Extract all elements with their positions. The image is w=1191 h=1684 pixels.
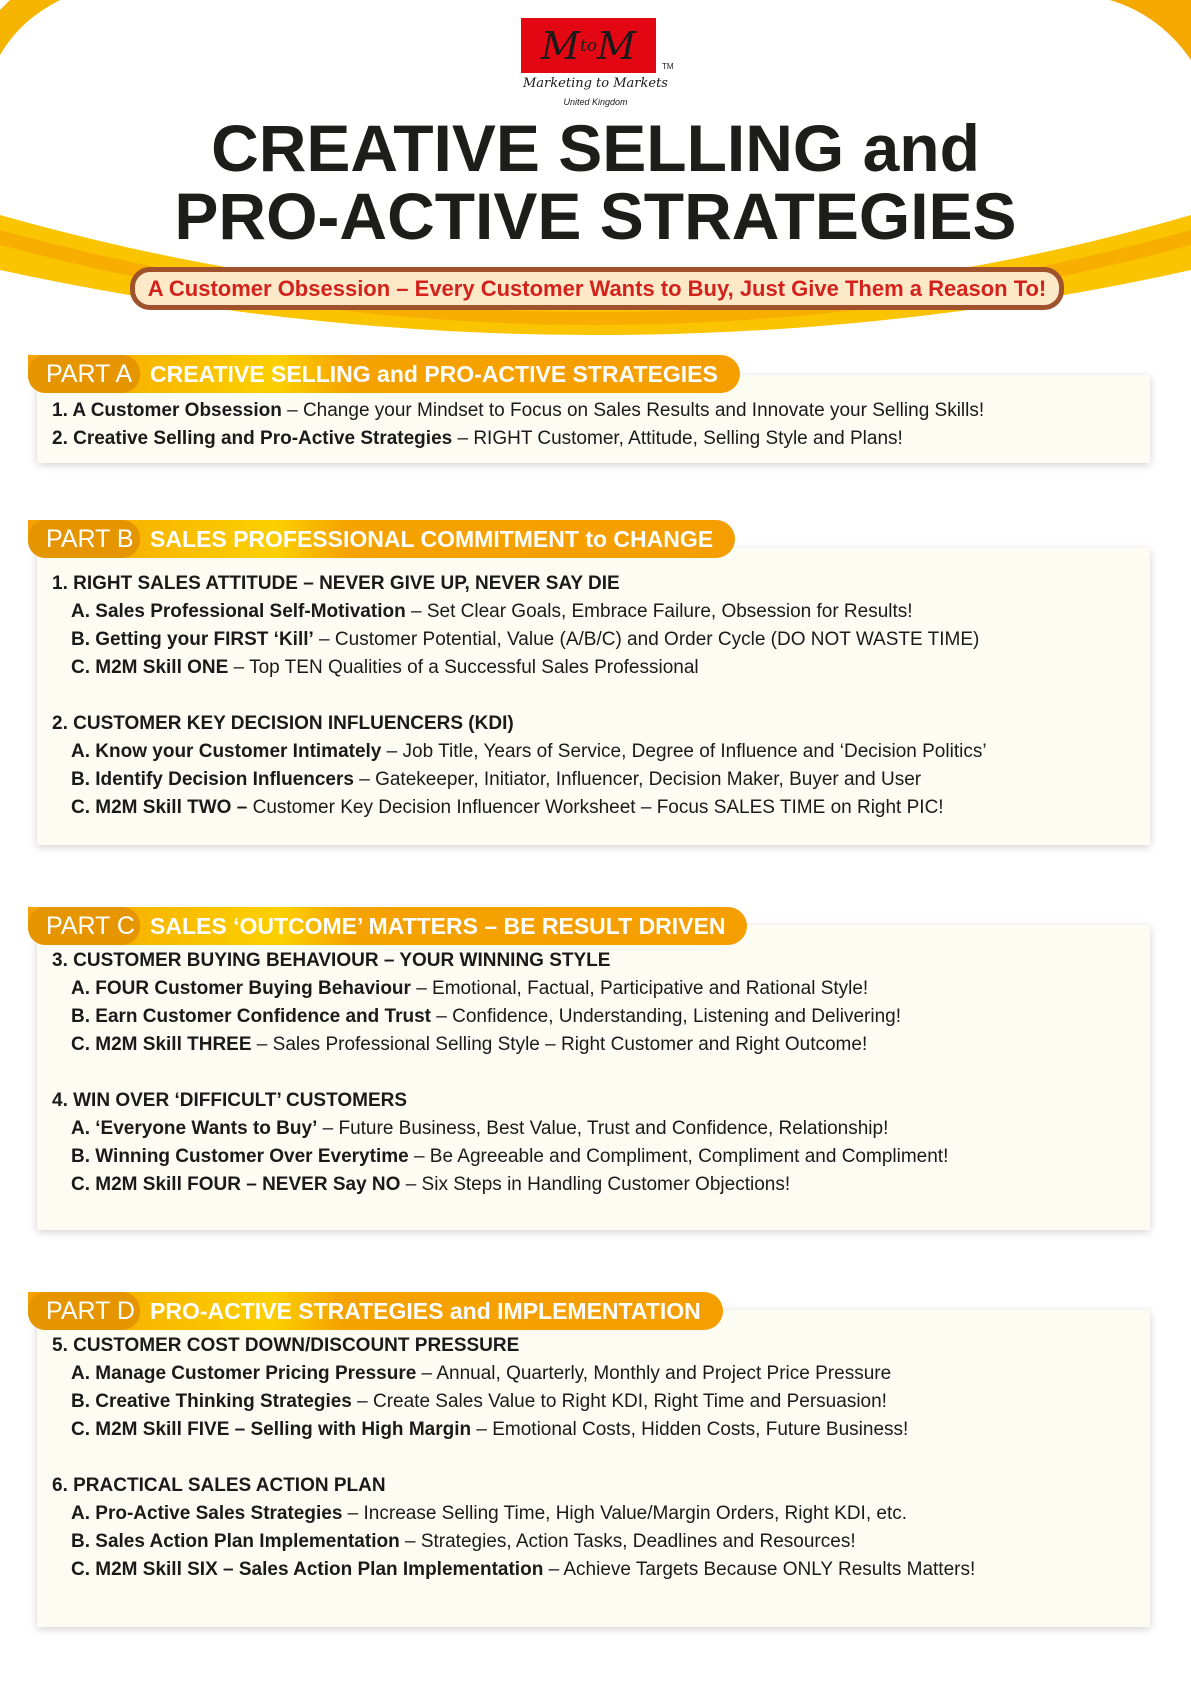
part-header <box>28 907 747 945</box>
swoosh-top-left <box>0 0 60 55</box>
item-title: C. M2M Skill TWO – <box>71 797 248 818</box>
item-title: B. Earn Customer Confidence and Trust <box>71 1006 431 1027</box>
item-description: – Set Clear Goals, Embrace Failure, Obsession for Results! <box>405 601 913 622</box>
list-item <box>52 1115 1135 1143</box>
trademark: TM <box>662 62 674 71</box>
part-title: PRO-ACTIVE STRATEGIES and IMPLEMENTATION <box>150 1297 701 1324</box>
item-title: B. Winning Customer Over Everytime <box>71 1146 409 1167</box>
title-line-1: CREATIVE SELLING and <box>211 111 980 185</box>
list-item <box>52 766 1135 794</box>
item-description: – Change your Mindset to Focus on Sales Results and Innovate your Selling Skills! <box>281 400 985 421</box>
list-item <box>52 1556 1135 1584</box>
tagline: A Customer Obsession – Every Customer Wants to Buy, Just Give Them a Reason To! <box>130 267 1064 310</box>
item-title: B. Creative Thinking Strategies <box>71 1391 352 1412</box>
item-title: C. M2M Skill SIX – Sales Action Plan Implementation <box>71 1559 544 1580</box>
item-title: B. Sales Action Plan Implementation <box>71 1531 400 1552</box>
item-title: C. M2M Skill FIVE – Selling with High Margin <box>71 1419 472 1440</box>
part-header <box>28 1292 723 1330</box>
list-item <box>52 1528 1135 1556</box>
part-title: SALES ‘OUTCOME’ MATTERS – BE RESULT DRIVEN <box>150 912 726 939</box>
item-title: A. Sales Professional Self-Motivation <box>71 601 406 622</box>
list-item <box>52 1003 1135 1031</box>
part-card <box>37 548 1150 845</box>
list-item <box>52 425 1135 453</box>
section-heading: 6. PRACTICAL SALES ACTION PLAN <box>52 1475 386 1496</box>
title-line-2: PRO-ACTIVE STRATEGIES <box>174 179 1017 253</box>
swoosh-top-right <box>1110 0 1191 60</box>
part-label: PART B <box>28 520 140 558</box>
spacer <box>52 1444 1135 1472</box>
item-description: – Strategies, Action Tasks, Deadlines and Resources! <box>399 1531 856 1552</box>
list-item <box>52 1388 1135 1416</box>
item-title: A. Pro-Active Sales Strategies <box>71 1503 343 1524</box>
list-item <box>52 1500 1135 1528</box>
part-card <box>37 1310 1150 1627</box>
item-title: A. Manage Customer Pricing Pressure <box>71 1363 417 1384</box>
list-item <box>52 598 1135 626</box>
part-header <box>28 355 740 393</box>
item-description: – Increase Selling Time, High Value/Margin Orders, Right KDI, etc. <box>342 1503 908 1524</box>
item-description: Customer Key Decision Influencer Worksheet – Focus SALES TIME on Right PIC! <box>247 797 944 818</box>
item-description: – Customer Potential, Value (A/B/C) and Order Cycle (DO NOT WASTE TIME) <box>313 629 980 650</box>
spacer <box>52 682 1135 710</box>
item-title: B. Identify Decision Influencers <box>71 769 354 790</box>
spacer <box>52 1059 1135 1087</box>
item-description: – Emotional Costs, Hidden Costs, Future Business! <box>471 1419 909 1440</box>
part-title: CREATIVE SELLING and PRO-ACTIVE STRATEGIES <box>150 360 718 387</box>
item-title: 1. A Customer Obsession <box>52 400 282 421</box>
list-item <box>52 1031 1135 1059</box>
part-label: PART A <box>28 355 140 393</box>
item-title: 2. Creative Selling and Pro-Active Strategies <box>52 428 453 449</box>
section-heading: 5. CUSTOMER COST DOWN/DISCOUNT PRESSURE <box>52 1335 520 1356</box>
list-item <box>52 738 1135 766</box>
list-item <box>52 654 1135 682</box>
list-item <box>52 1143 1135 1171</box>
item-description: – Confidence, Understanding, Listening and Delivering! <box>431 1006 902 1027</box>
item-description: – Top TEN Qualities of a Successful Sales Professional <box>228 657 699 678</box>
list-item <box>52 975 1135 1003</box>
item-description: – Future Business, Best Value, Trust and Confidence, Relationship! <box>317 1118 889 1139</box>
item-title: A. Know your Customer Intimately <box>71 741 382 762</box>
item-title: C. M2M Skill THREE <box>71 1034 252 1055</box>
brand-country: United Kingdom <box>563 97 628 107</box>
item-title: A. ‘Everyone Wants to Buy’ <box>71 1118 318 1139</box>
section-heading: 2. CUSTOMER KEY DECISION INFLUENCERS (KDI) <box>52 713 514 734</box>
item-description: – Emotional, Factual, Participative and Rational Style! <box>410 978 869 999</box>
list-item <box>52 1171 1135 1199</box>
item-title: B. Getting your FIRST ‘Kill’ <box>71 629 314 650</box>
section-heading: 3. CUSTOMER BUYING BEHAVIOUR – YOUR WINNING STYLE <box>52 950 611 971</box>
logo: M to M <box>521 18 656 73</box>
part-title: SALES PROFESSIONAL COMMITMENT to CHANGE <box>150 525 714 552</box>
part-card <box>37 925 1150 1230</box>
item-title: C. M2M Skill ONE <box>71 657 229 678</box>
item-description: – Gatekeeper, Initiator, Influencer, Decision Maker, Buyer and User <box>353 769 922 790</box>
item-title: C. M2M Skill FOUR – NEVER Say NO <box>71 1174 401 1195</box>
list-item <box>52 397 1135 425</box>
item-description: – Create Sales Value to Right KDI, Right Time and Persuasion! <box>351 1391 887 1412</box>
page-title <box>0 111 1191 253</box>
part-header <box>28 520 735 558</box>
section-heading: 1. RIGHT SALES ATTITUDE – NEVER GIVE UP, NEVER SAY DIE <box>52 573 620 594</box>
list-item <box>52 794 1135 822</box>
section-heading: 4. WIN OVER ‘DIFFICULT’ CUSTOMERS <box>52 1090 408 1111</box>
list-item <box>52 626 1135 654</box>
item-description: – Sales Professional Selling Style – Right Customer and Right Outcome! <box>251 1034 868 1055</box>
item-description: – RIGHT Customer, Attitude, Selling Style and Plans! <box>452 428 903 449</box>
item-description: – Six Steps in Handling Customer Objections! <box>400 1174 791 1195</box>
item-description: – Job Title, Years of Service, Degree of Influence and ‘Decision Politics’ <box>381 741 987 762</box>
item-description: – Annual, Quarterly, Monthly and Project Price Pressure <box>416 1363 892 1384</box>
item-description: – Achieve Targets Because ONLY Results Matters! <box>543 1559 976 1580</box>
part-label: PART D <box>28 1292 140 1330</box>
list-item <box>52 1360 1135 1388</box>
item-title: A. FOUR Customer Buying Behaviour <box>71 978 411 999</box>
item-description: – Be Agreeable and Compliment, Compliment and Compliment! <box>408 1146 949 1167</box>
brand-name: Marketing to Markets <box>523 76 668 91</box>
part-label: PART C <box>28 907 140 945</box>
list-item <box>52 1416 1135 1444</box>
